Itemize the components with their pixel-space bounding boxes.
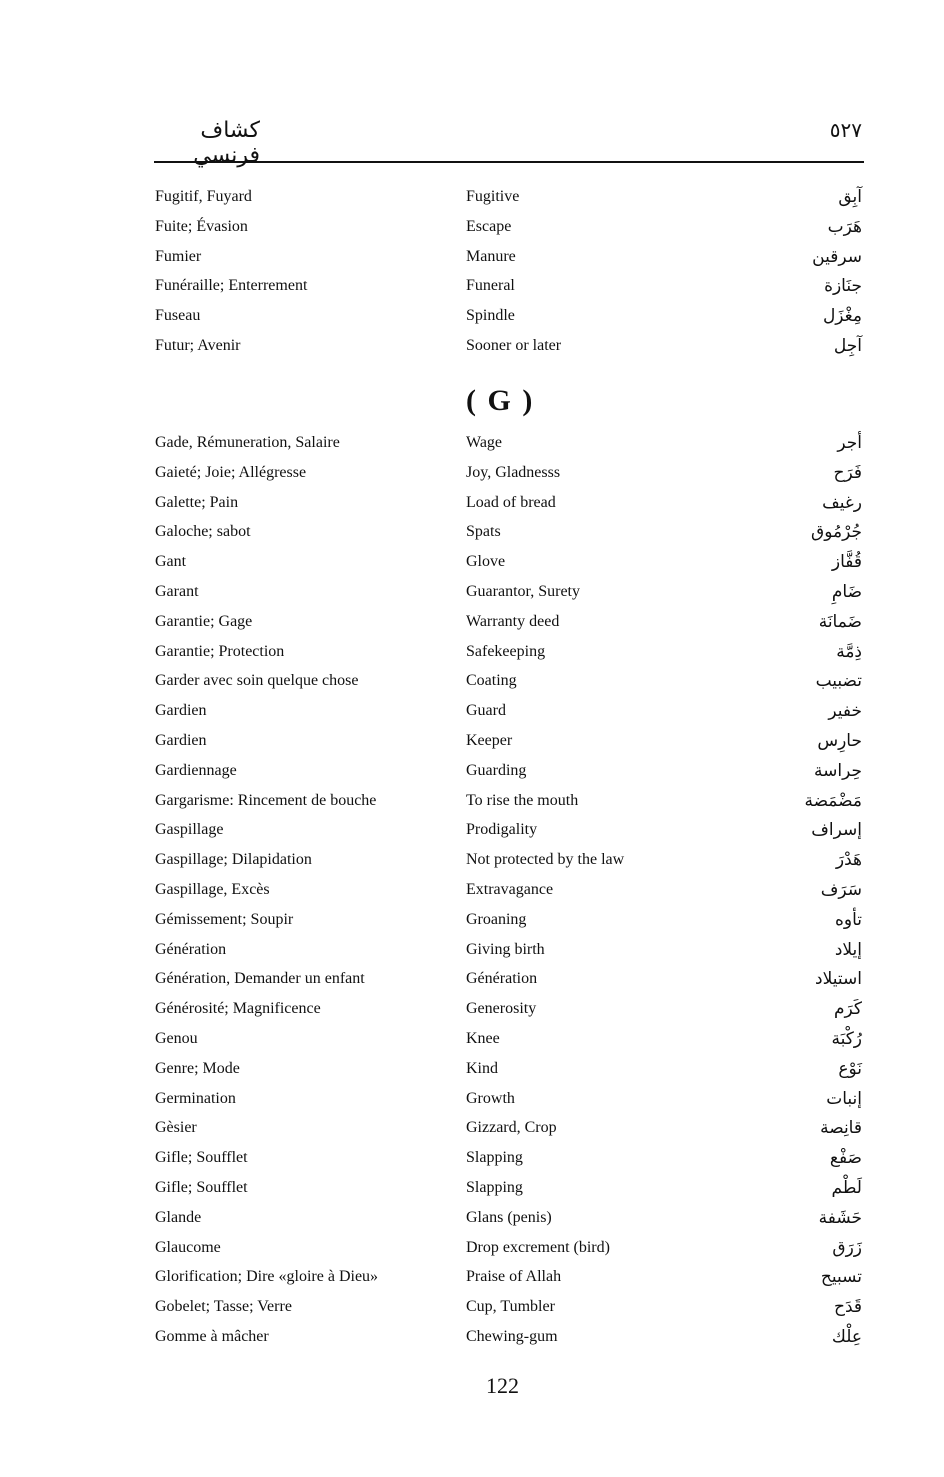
header-divider xyxy=(154,161,864,163)
english-term: Prodigality xyxy=(466,821,538,839)
french-term: Gant xyxy=(155,553,187,571)
french-term: Gaspillage; Dilapidation xyxy=(155,851,312,869)
french-term: Génération, Demander un enfant xyxy=(155,970,365,988)
entry-row xyxy=(0,492,944,522)
arabic-term: جنَازة xyxy=(824,276,862,297)
english-term: Load of bread xyxy=(466,493,556,511)
french-term: Gaspillage, Excès xyxy=(155,881,270,898)
entry-row xyxy=(0,998,944,1028)
french-term: Germination xyxy=(155,1089,236,1107)
arabic-term: حارِس xyxy=(817,731,862,751)
entry-row xyxy=(0,1237,944,1267)
arabic-term: خفير xyxy=(828,701,862,722)
entry-row xyxy=(0,849,944,879)
english-term: Extravagance xyxy=(466,881,554,898)
english-term: Guarding xyxy=(466,761,527,779)
arabic-term: نَوْع xyxy=(838,1058,862,1079)
arabic-term: سرقين xyxy=(812,246,862,267)
entry-row xyxy=(0,790,944,820)
arabic-term: قَدَح xyxy=(833,1297,862,1318)
entry-row xyxy=(0,1296,944,1326)
french-term: Gargarisme: Rincement de bouche xyxy=(155,791,377,809)
french-term: Gaieté; Joie; Allégresse xyxy=(155,463,307,481)
entry-row xyxy=(0,305,944,335)
arabic-term: عِلْك xyxy=(831,1327,862,1347)
french-term: Gèsier xyxy=(155,1119,197,1137)
entry-row xyxy=(0,1117,944,1147)
arabic-term: جُرْمُوق xyxy=(811,522,862,543)
english-term: Safekeeping xyxy=(466,642,546,660)
english-term: Joy, Gladnesss xyxy=(466,463,561,481)
arabic-term: تأوه xyxy=(834,909,862,930)
arabic-term: أجر xyxy=(837,433,862,453)
french-term: Gade, Rémuneration, Salaire xyxy=(155,434,340,451)
french-term: Gardiennage xyxy=(155,761,237,779)
arabic-term: هَرَب xyxy=(827,216,862,237)
entry-row xyxy=(0,641,944,671)
french-term: Gifle; Soufflet xyxy=(155,1149,248,1167)
index-title: كشاف فرنسي xyxy=(193,118,260,168)
entry-row xyxy=(0,186,944,216)
entry-row xyxy=(0,909,944,939)
arabic-term: حَشَفة xyxy=(818,1207,862,1228)
english-term: Slapping xyxy=(466,1149,523,1167)
english-term: Giving birth xyxy=(466,940,545,958)
entry-row xyxy=(0,819,944,849)
arabic-term: هَدْرَ xyxy=(835,850,862,871)
french-term: Funéraille; Enterrement xyxy=(155,277,308,295)
french-term: Genre; Mode xyxy=(155,1059,240,1077)
french-term: Garder avec soin quelque chose xyxy=(155,672,359,690)
arabic-term: رُكْبَة xyxy=(831,1029,862,1049)
arabic-term: لَطْم xyxy=(831,1178,862,1198)
arabic-term: رغيف xyxy=(822,492,862,513)
arabic-term: استيلاد xyxy=(815,969,862,990)
english-term: Coating xyxy=(466,672,517,690)
entry-row xyxy=(0,1028,944,1058)
english-term: Glans (penis) xyxy=(466,1208,552,1226)
arabic-term: تضبيب xyxy=(815,671,862,692)
entry-row xyxy=(0,1058,944,1088)
french-term: Garant xyxy=(155,583,199,600)
entry-row xyxy=(0,462,944,492)
entry-row xyxy=(0,1326,944,1356)
footer-page-number: 122 xyxy=(486,1373,519,1398)
french-term: Gaspillage xyxy=(155,821,224,839)
arabic-term: حِراسة xyxy=(814,760,862,781)
english-term: Escape xyxy=(466,217,512,235)
english-term: Manure xyxy=(466,247,516,265)
arabic-term: تسبيح xyxy=(820,1267,862,1288)
entry-row xyxy=(0,730,944,760)
english-term: Growth xyxy=(466,1089,515,1107)
english-term: Wage xyxy=(466,434,503,451)
entry-row xyxy=(0,968,944,998)
french-term: Glorification; Dire «gloire à Dieu» xyxy=(155,1268,379,1286)
arabic-term: قُفَّاز xyxy=(831,552,862,573)
entry-row xyxy=(0,216,944,246)
arabic-term: مِغْزَل xyxy=(822,306,862,327)
entry-row xyxy=(0,939,944,969)
french-term: Gardien xyxy=(155,702,207,720)
english-term: Spindle xyxy=(466,307,515,325)
english-term: Keeper xyxy=(466,732,513,749)
arabic-term: إسراف xyxy=(811,820,862,841)
entry-row xyxy=(0,700,944,730)
english-term: Guard xyxy=(466,702,506,720)
french-term: Gémissement; Soupir xyxy=(155,910,294,928)
arabic-term: آجِل xyxy=(833,336,862,356)
french-term: Gifle; Soufflet xyxy=(155,1179,248,1196)
entry-row xyxy=(0,670,944,700)
english-term: Fugitive xyxy=(466,188,520,205)
arabic-term: إنبات xyxy=(826,1088,862,1109)
entry-row xyxy=(0,1266,944,1296)
arabic-term: مَضْمَضة xyxy=(804,790,862,811)
entry-row xyxy=(0,432,944,462)
french-term: Gobelet; Tasse; Verre xyxy=(155,1298,292,1316)
english-term: Glove xyxy=(466,553,506,571)
english-term: Warranty deed xyxy=(466,612,560,630)
french-term: Fuite; Évasion xyxy=(155,217,248,235)
french-term: Garantie; Gage xyxy=(155,612,253,630)
arabic-term: ضَمانَة xyxy=(818,611,862,632)
english-term: Gizzard, Crop xyxy=(466,1119,557,1137)
french-term: Glaucome xyxy=(155,1238,221,1256)
french-term: Genou xyxy=(155,1030,198,1047)
entry-row xyxy=(0,521,944,551)
arabic-term: زَرَق xyxy=(832,1237,862,1258)
french-term: Fumier xyxy=(155,247,202,265)
english-term: Kind xyxy=(466,1059,498,1077)
arabic-term: سَرَف xyxy=(820,880,862,900)
english-term: Sooner or later xyxy=(466,337,562,354)
entry-row xyxy=(0,275,944,305)
english-term: Génération xyxy=(466,970,538,988)
french-term: Glande xyxy=(155,1208,202,1226)
english-term: Drop excrement (bird) xyxy=(466,1238,610,1256)
english-term: Chewing-gum xyxy=(466,1328,558,1345)
entry-row xyxy=(0,1147,944,1177)
english-term: Generosity xyxy=(466,1000,537,1018)
arabic-page-number: ٥٢٧ xyxy=(829,118,862,142)
entry-row xyxy=(0,551,944,581)
entry-row xyxy=(0,879,944,909)
arabic-term: إيلاد xyxy=(834,939,862,960)
english-term: Spats xyxy=(466,523,501,541)
english-term: Knee xyxy=(466,1030,500,1047)
page-header xyxy=(154,110,864,168)
french-term: Garantie; Protection xyxy=(155,642,285,660)
english-term: Not protected by the law xyxy=(466,851,625,869)
english-term: Groaning xyxy=(466,910,527,928)
entry-row xyxy=(0,1088,944,1118)
entry-row xyxy=(0,1207,944,1237)
entry-row xyxy=(0,611,944,641)
arabic-term: ذِمَّة xyxy=(836,641,862,662)
english-term: Cup, Tumbler xyxy=(466,1298,555,1316)
french-term: Gomme à mâcher xyxy=(155,1328,269,1345)
french-term: Générosité; Magnificence xyxy=(155,1000,321,1018)
french-term: Fuseau xyxy=(155,307,201,325)
english-term: Slapping xyxy=(466,1179,523,1196)
section-heading-g: ( G ) xyxy=(466,384,535,417)
entry-row xyxy=(0,760,944,790)
arabic-term: ضَامِ xyxy=(831,582,862,602)
arabic-term: فَرَح xyxy=(833,462,862,483)
arabic-term: آبِق xyxy=(838,187,862,207)
french-term: Gardien xyxy=(155,732,207,749)
arabic-term: قانِصة xyxy=(820,1118,862,1139)
arabic-term: كَرَم xyxy=(834,999,862,1020)
arabic-term: صَفْع xyxy=(829,1148,862,1169)
entry-row xyxy=(0,246,944,276)
french-term: Fugitif, Fuyard xyxy=(155,188,252,205)
entry-row xyxy=(0,335,944,365)
english-term: Guarantor, Surety xyxy=(466,583,580,600)
entry-row xyxy=(0,581,944,611)
french-term: Galoche; sabot xyxy=(155,523,251,541)
english-term: Funeral xyxy=(466,277,515,295)
english-term: To rise the mouth xyxy=(466,791,579,809)
french-term: Galette; Pain xyxy=(155,493,239,511)
entry-row xyxy=(0,1177,944,1207)
french-term: Génération xyxy=(155,940,227,958)
english-term: Praise of Allah xyxy=(466,1268,562,1286)
french-term: Futur; Avenir xyxy=(155,337,241,354)
